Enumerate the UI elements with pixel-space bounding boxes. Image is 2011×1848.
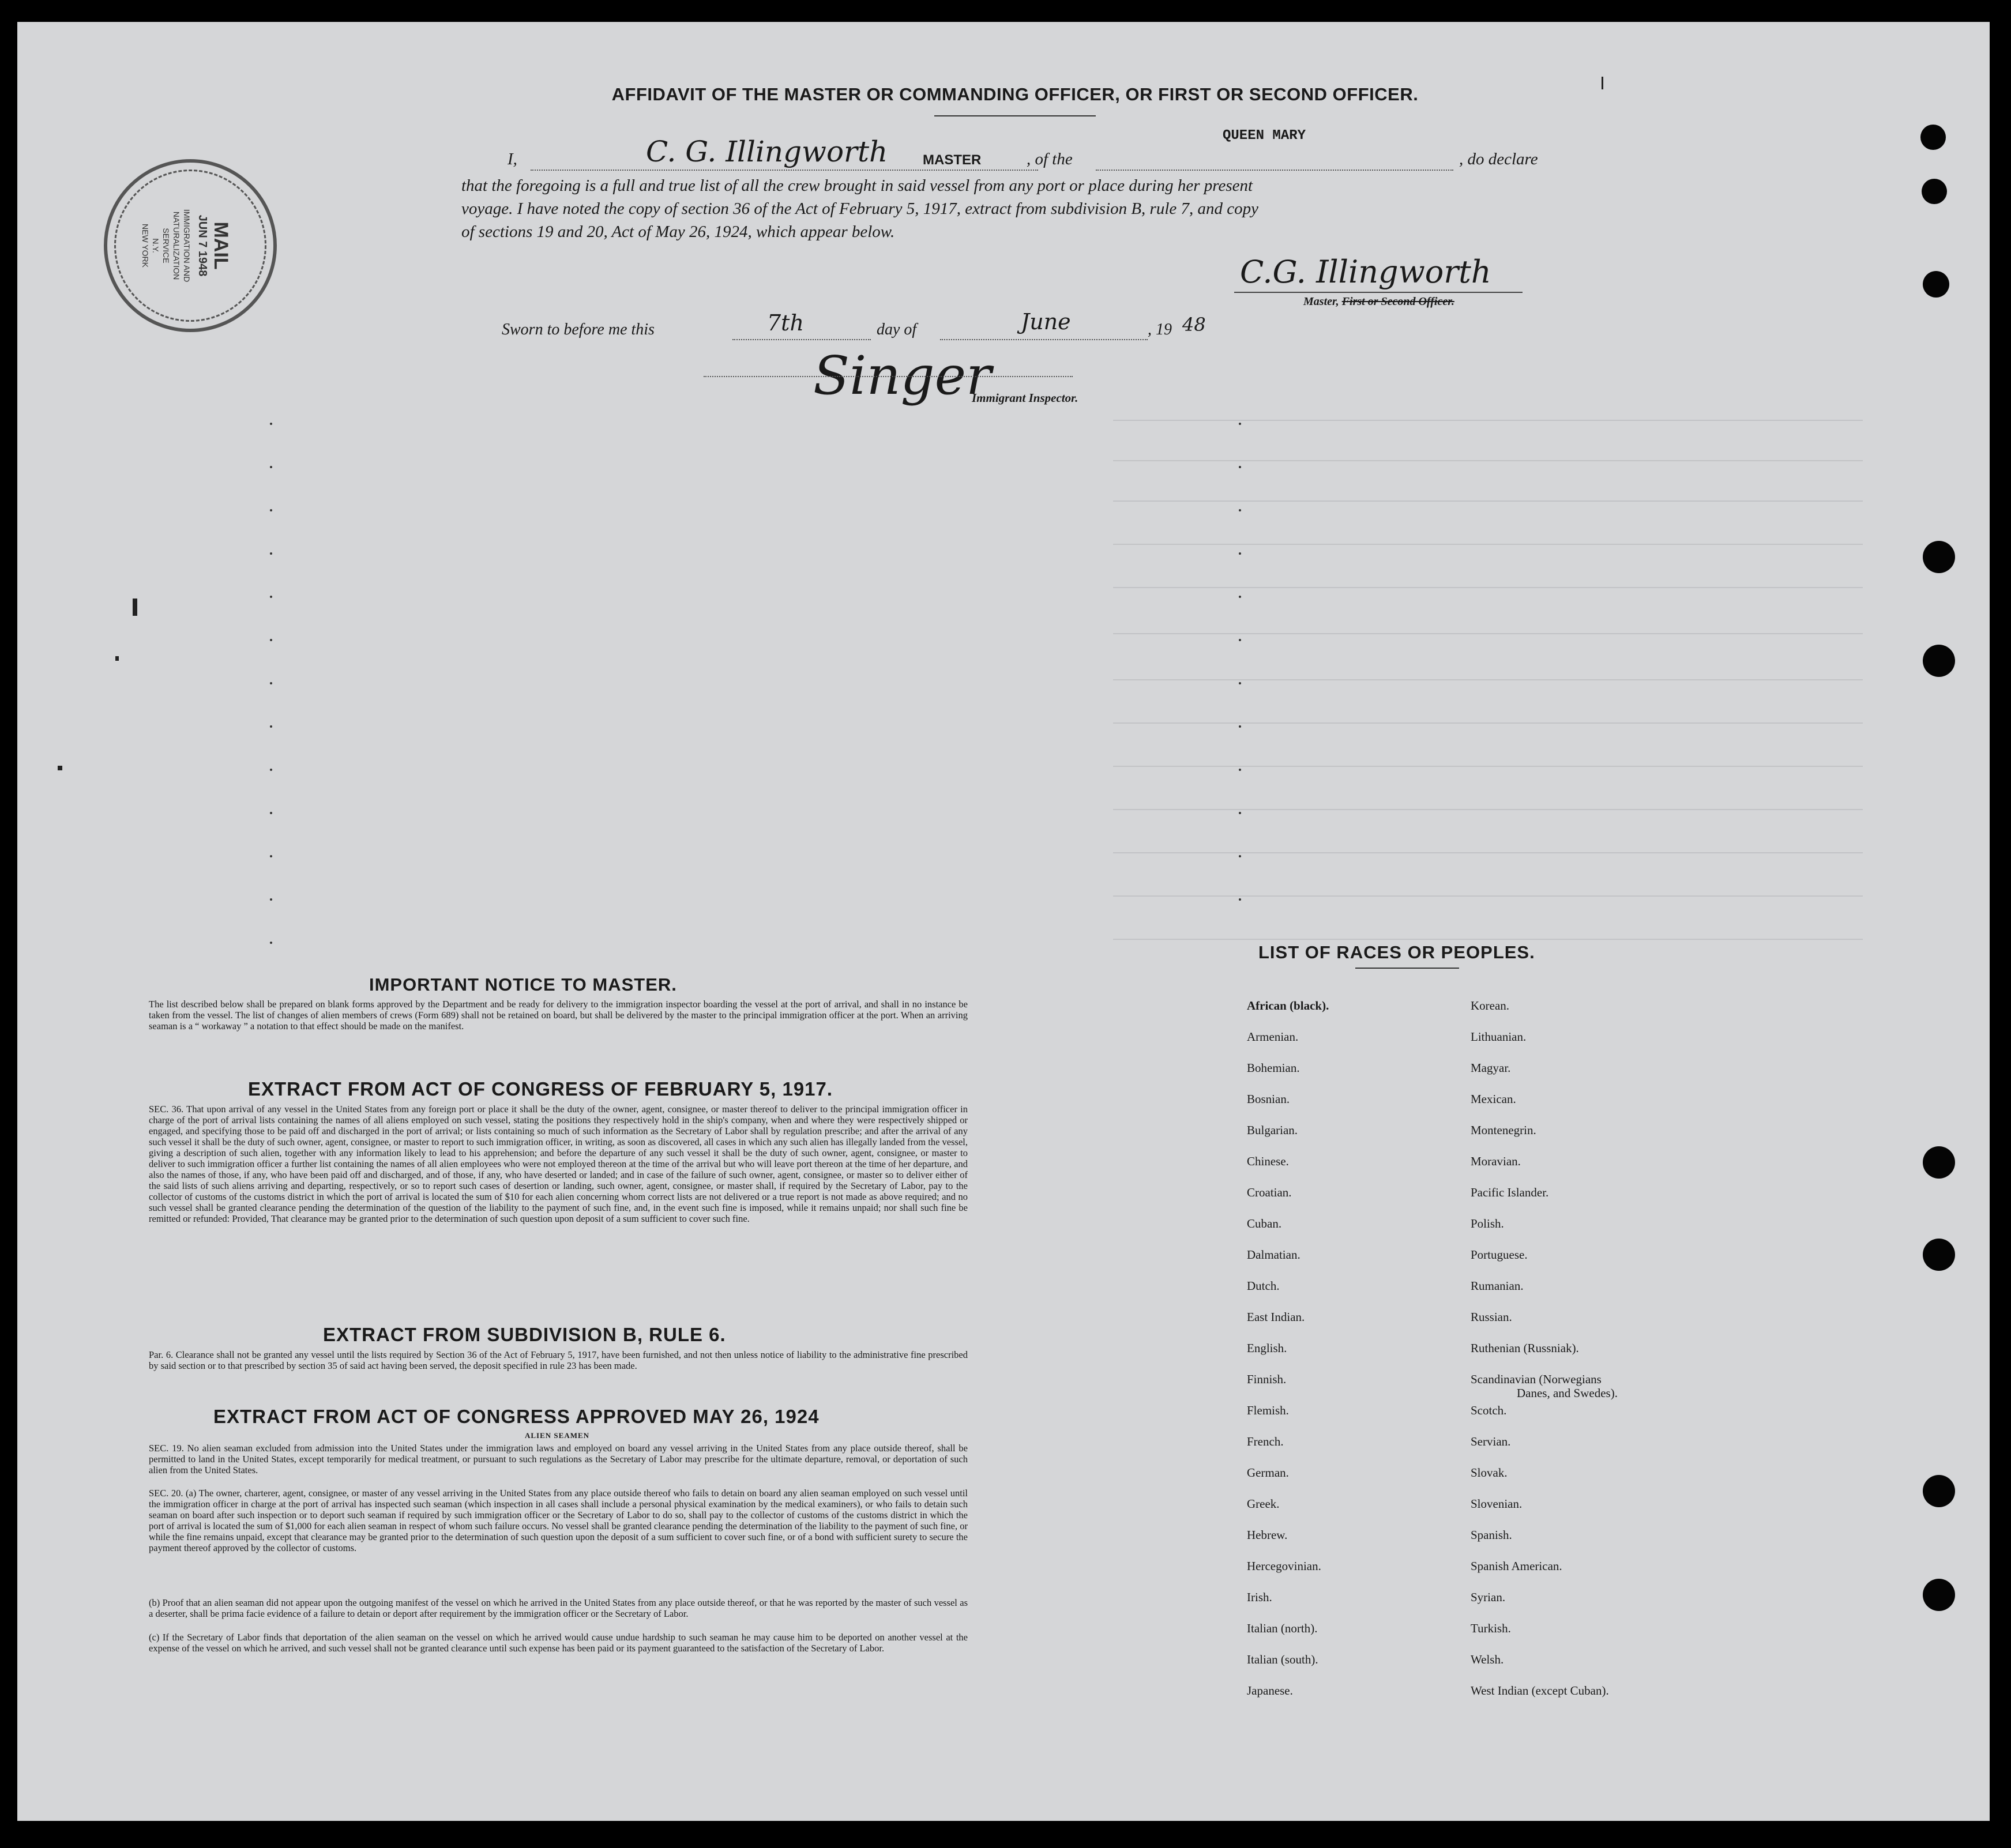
rank-typed: MASTER <box>923 152 982 168</box>
affidavit-pronoun: I, <box>508 150 517 168</box>
race-item: Hercegovinian. <box>1247 1559 1321 1573</box>
race-item: Cuban. <box>1247 1217 1282 1230</box>
notice-text: The list described below shall be prepared on blank forms approved by the Department and be ready for delivery to the immigration inspector boarding the vessel at the port of arrival, and shall in no instance be taken from the vessel. The list of changes of alien members of crews (Form 689) shall not be retained on board, but shall be delivered by the master to the principal immigration officer at the port. When an arriving seaman is a “ workaway ” a notation to that effect should be made on the manifest. <box>149 999 968 1032</box>
race-item: Magyar. <box>1471 1061 1511 1075</box>
extract-1917-title: EXTRACT FROM ACT OF CONGRESS OF FEBRUARY 5, 1917. <box>248 1078 833 1100</box>
inspector-line <box>704 376 1073 377</box>
extract-1924-subtitle: ALIEN SEAMEN <box>525 1431 590 1440</box>
sworn-prefix: Sworn to before me this <box>502 321 655 338</box>
vessel-line <box>1096 170 1453 171</box>
stamp-word: MAIL <box>210 221 232 270</box>
race-item-continued: Danes, and Swedes). <box>1517 1386 1618 1400</box>
race-item: Italian (north). <box>1247 1621 1318 1635</box>
race-item: Servian. <box>1471 1435 1511 1448</box>
extract-1924-p3: (b) Proof that an alien seaman did not appear upon the outgoing manifest of the vessel on which he arrived in the United States from any place outside thereof, or that he was reported by the master of such vessel as a deserter, shall be prima facie evidence of a failure to detain or deport after requirement by the immigration officer or the Secretary of Labor. <box>149 1597 968 1619</box>
affidavit-body-line1: that the foregoing is a full and true list of all the crew brought in said vessel from any port or place during her present <box>461 176 1253 195</box>
of-the-label: , of the <box>1027 150 1073 168</box>
signature-caption-struck: First or Second Officer. <box>1341 295 1454 308</box>
form-page <box>17 22 1990 1821</box>
stamp-line3: SERVICE <box>161 228 171 264</box>
ink-speck <box>1602 77 1603 89</box>
extract-1924-title: EXTRACT FROM ACT OF CONGRESS APPROVED MAY 26, 1924 <box>213 1406 820 1427</box>
race-item: West Indian (except Cuban). <box>1471 1684 1609 1698</box>
race-item: Bosnian. <box>1247 1092 1290 1106</box>
race-item: Dalmatian. <box>1247 1248 1300 1262</box>
officer-name-handwritten: C. G. Illingworth <box>646 135 888 168</box>
race-item: Italian (south). <box>1247 1653 1318 1666</box>
signature-line <box>1234 292 1523 293</box>
sworn-month-handwritten: June <box>1021 309 1071 334</box>
binder-hole <box>1923 541 1955 573</box>
year-prefix: , 19 <box>1148 321 1172 338</box>
race-item: Bulgarian. <box>1247 1123 1298 1137</box>
race-item: Greek. <box>1247 1497 1280 1511</box>
binder-hole <box>1923 271 1949 298</box>
notice-title: IMPORTANT NOTICE TO MASTER. <box>369 974 677 995</box>
signature-caption-master: Master, <box>1303 295 1339 308</box>
month-line <box>940 339 1148 340</box>
vessel-typed: QUEEN MARY <box>1223 128 1306 144</box>
race-item: Welsh. <box>1471 1653 1504 1666</box>
extract-1924-p2: SEC. 20. (a) The owner, charterer, agent, consignee, or master of any vessel arriving in the United States from any place outside thereof who fails to detain on board any alien seaman employed on such vessel until the immigration officer in charge at the port of arrival has inspected such seaman (which inspection in all cases shall include a personal physical examination by the medical examiners), or who fails to detain such seaman on board after such inspection or to deport such seaman if required by such immigration officer or the Secretary of Labor to do so, shall pay to the collector of customs of the customs district in which the port of arrival is located the sum of $1,000 for each alien seaman in respect of whom such failure occurs. No vessel shall be granted clearance pending the determination of the liability to the payment of such fine, or while the fine remains unpaid, except that clearance may be granted prior to the determination of such question upon the deposit of a sum sufficient to cover such fine, or of a bond with sufficient surety to secure the payment thereof approved by the collector of customs. <box>149 1488 968 1553</box>
stamp-line2: NATURALIZATION <box>172 211 181 280</box>
race-item: Mexican. <box>1471 1092 1516 1106</box>
day-line <box>732 339 871 340</box>
stamp-line5: NEW YORK <box>141 224 150 268</box>
ink-speck <box>58 766 62 770</box>
title-rule <box>934 115 1096 116</box>
race-item: Ruthenian (Russniak). <box>1471 1341 1579 1355</box>
race-item: Spanish American. <box>1471 1559 1562 1573</box>
affidavit-body-line2: voyage. I have noted the copy of section 36 of the Act of February 5, 1917, extract from subdivision B, rule 7, and copy <box>461 200 1259 218</box>
binder-hole <box>1923 1146 1955 1179</box>
mail-stamp <box>104 159 277 332</box>
race-item: Chinese. <box>1247 1154 1289 1168</box>
race-item: Slovak. <box>1471 1466 1508 1480</box>
race-item: Scotch. <box>1471 1403 1507 1417</box>
race-item: Pacific Islander. <box>1471 1185 1549 1199</box>
master-signature-handwritten: C.G. Illingworth <box>1240 254 1491 290</box>
race-item: Scandinavian (Norwegians <box>1471 1372 1602 1386</box>
subdivision-b-title: EXTRACT FROM SUBDIVISION B, RULE 6. <box>323 1324 726 1345</box>
stamp-line1: IMMIGRATION AND <box>182 209 191 283</box>
race-item: Portuguese. <box>1471 1248 1528 1262</box>
races-title-rule <box>1355 968 1459 969</box>
stamp-date: JUN 7 1948 <box>196 214 209 277</box>
binder-hole <box>1923 1239 1955 1271</box>
stamp-line4: N.Y. <box>151 238 160 253</box>
race-item: French. <box>1247 1435 1284 1448</box>
races-title: LIST OF RACES OR PEOPLES. <box>1258 942 1535 962</box>
binder-hole <box>1923 1579 1955 1611</box>
extract-1924-p1: SEC. 19. No alien seaman excluded from admission into the United States under the immigration laws and employed on board any vessel arriving in the United States from any place outside thereof, shall be permitted to land in the United States, except temporarily for medical treatment, or pursuant to such regulations as the Secretary of Labor may prescribe for the ultimate departure, removal, or deportation of such alien from the United States. <box>149 1443 968 1476</box>
race-item: Montenegrin. <box>1471 1123 1536 1137</box>
race-item: Hebrew. <box>1247 1528 1288 1542</box>
affidavit-title: AFFIDAVIT OF THE MASTER OR COMMANDING OFFICER, OR FIRST OR SECOND OFFICER. <box>611 84 1419 104</box>
year-handwritten: 48 <box>1182 314 1206 336</box>
race-item: Dutch. <box>1247 1279 1280 1293</box>
race-item: Finnish. <box>1247 1372 1287 1386</box>
race-item: Russian. <box>1471 1310 1512 1324</box>
race-item: Irish. <box>1247 1590 1272 1604</box>
subdivision-b-text: Par. 6. Clearance shall not be granted any vessel until the lists required by Section 36 of the Act of February 5, 1917, have been furnished, and not then unless notice of liability to the administrative fine prescribed by said section or to that prescribed by section 35 of said act having been served, the deposit specified in rule 23 has been made. <box>149 1349 968 1371</box>
race-item: English. <box>1247 1341 1287 1355</box>
binder-hole <box>1922 179 1947 204</box>
race-item: Polish. <box>1471 1217 1504 1230</box>
race-item: Turkish. <box>1471 1621 1511 1635</box>
officer-name-line <box>531 170 1038 171</box>
race-item: African (black). <box>1247 999 1329 1013</box>
binder-hole <box>1923 645 1955 677</box>
inspector-caption: Immigrant Inspector. <box>972 391 1078 405</box>
extract-1924-p4: (c) If the Secretary of Labor finds that deportation of the alien seaman on the vessel on which he arrived would cause undue hardship to such seaman he may cause him to be deported on another vessel at the expense of the vessel on which he arrived, and such vessel shall not be granted clearance until such expense has been paid or its payment guaranteed to the satisfaction of the Secretary of Labor. <box>149 1632 968 1654</box>
race-item: Korean. <box>1471 999 1510 1013</box>
race-item: Armenian. <box>1247 1030 1299 1044</box>
do-declare-label: , do declare <box>1459 150 1538 168</box>
race-item: Bohemian. <box>1247 1061 1300 1075</box>
race-item: Moravian. <box>1471 1154 1521 1168</box>
binder-hole <box>1923 1475 1955 1507</box>
race-item: Spanish. <box>1471 1528 1512 1542</box>
binder-hole <box>1920 125 1946 150</box>
sworn-day-handwritten: 7th <box>767 310 804 336</box>
race-item: Slovenian. <box>1471 1497 1523 1511</box>
race-item: Japanese. <box>1247 1684 1293 1698</box>
affidavit-body-line3: of sections 19 and 20, Act of May 26, 1924, which appear below. <box>461 223 895 241</box>
race-item: German. <box>1247 1466 1289 1480</box>
ink-speck <box>133 599 137 616</box>
race-item: East Indian. <box>1247 1310 1305 1324</box>
race-item: Syrian. <box>1471 1590 1506 1604</box>
race-item: Lithuanian. <box>1471 1030 1527 1044</box>
extract-1917-text: SEC. 36. That upon arrival of any vessel in the United States from any foreign port or place it shall be the duty of the owner, agent, consignee, or master thereof to deliver to the principal immigration officer in charge of the port of arrival lists containing the names of all aliens employed on such vessel, stating the positions they respectively hold in the ship's company, when and where they were respectively shipped or engaged, and specifying those to be paid off and discharged in the port of arrival; or lists containing so much of such information as the Secretary of Labor shall by regulation prescribe; and after the arrival of any such vessel it shall be the duty of such owner, agent, consignee, or master to report to such immigration officer, in writing, as soon as discovered, all cases in which any such alien has illegally landed from the vessel, giving a description of such alien, together with any information likely to lead to his apprehension; and before the departure of any such vessel it shall be the duty of such owner, agent, consignee, or master to deliver to such immigration officer a further list containing the names of all alien employees who were not employed thereon at the time of the arrival but who will leave port thereon at the time of her departure, and also the names of those, if any, who have been paid off and discharged, and of those, if any, who have deserted or landed; and in case of the failure of such owner, agent, consignee, or master so to deliver either of the said lists of such aliens arriving and departing, respectively, or so to report such cases of desertion or landing, such owner, agent, consignee, or master shall, if required by the Secretary of Labor, pay to the collector of customs of the customs district in which the port of arrival is located the sum of $10 for each alien concerning whom correct lists are not delivered or a true report is not made as above required; and no such vessel shall be granted clearance pending the determination of the question of the liability to the payment of such fine, and, in the event such fine is imposed, while it remains unpaid; nor shall such fine be remitted or refunded: Provided, That clearance may be granted prior to the determination of such question upon deposit of a sum sufficient to cover such fine. <box>149 1104 968 1224</box>
race-item: Rumanian. <box>1471 1279 1524 1293</box>
race-item: Flemish. <box>1247 1403 1289 1417</box>
ink-speck <box>115 656 119 661</box>
day-of-label: day of <box>877 321 917 338</box>
race-item: Croatian. <box>1247 1185 1292 1199</box>
signature-caption <box>1303 295 1454 308</box>
inspector-signature-handwritten: Singer <box>813 345 992 407</box>
